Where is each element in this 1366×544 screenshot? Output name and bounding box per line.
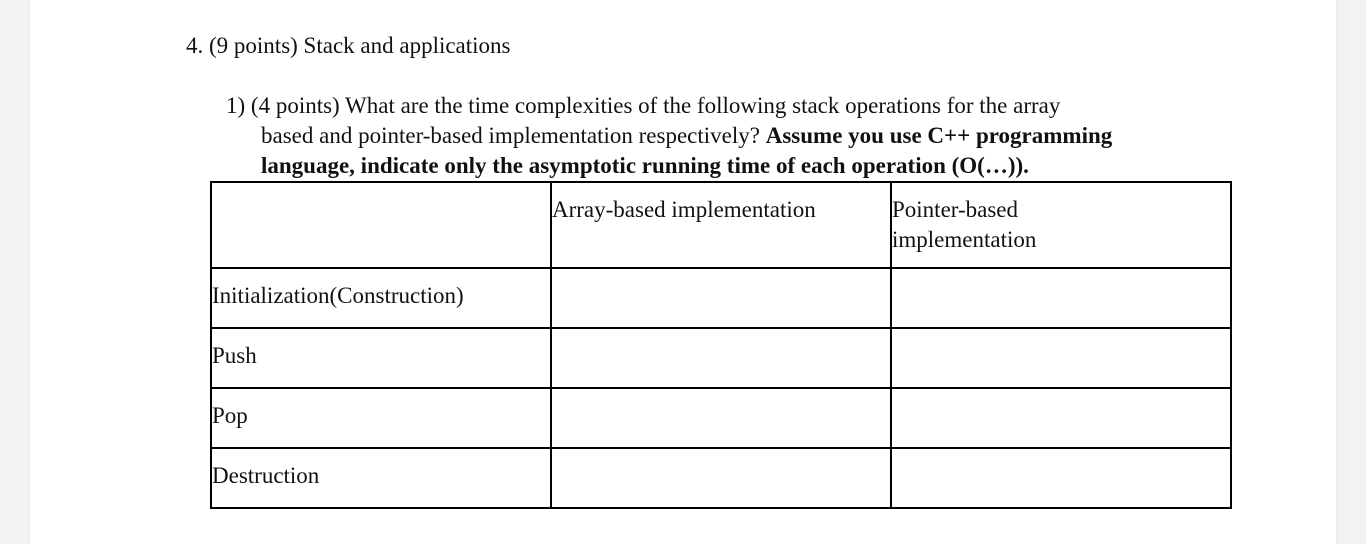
table-row [211,268,1231,328]
subquestion-line-1: 1) (4 points) What are the time complexities of the following stack operations for the array [226,93,1061,118]
subquestion-text [226,91,1226,181]
operation-cell [211,388,551,448]
pointer-answer-cell[interactable] [891,388,1231,448]
complexity-table [210,181,1232,509]
pointer-answer-cell[interactable] [891,328,1231,388]
table-row [211,448,1231,508]
header-cell-empty [211,182,551,268]
operation-cell [211,328,551,388]
table-row [211,388,1231,448]
subquestion-line-2 [226,121,1226,151]
header-cell-array [551,182,891,268]
header-pointer-line-2: implementation [892,227,1037,252]
subquestion-line-2-bold: Assume you use C++ programming [765,123,1113,148]
operation-label: Push [212,343,257,368]
table-header-row [211,182,1231,268]
header-pointer-label [892,183,1230,255]
array-answer-cell[interactable] [551,268,891,328]
subquestion-line-3 [226,151,1226,181]
operation-label: Initialization(Construction) [212,283,464,308]
array-answer-cell[interactable] [551,388,891,448]
subquestion-line-3-bold: language, indicate only the asymptotic running time of each operation (O(…)). [261,153,1029,178]
header-pointer-line-1: Pointer-based [892,197,1019,222]
document-page [30,0,1336,544]
array-answer-cell[interactable] [551,448,891,508]
array-answer-cell[interactable] [551,328,891,388]
pointer-answer-cell[interactable] [891,268,1231,328]
operation-cell [211,268,551,328]
subquestion-line-2-normal: based and pointer-based implementation respectively? [261,123,766,148]
operation-cell [211,448,551,508]
table-row [211,328,1231,388]
question-title: 4. (9 points) Stack and applications [186,33,511,58]
header-cell-pointer [891,182,1231,268]
header-array-label: Array-based implementation [552,197,816,222]
pointer-answer-cell[interactable] [891,448,1231,508]
operation-label: Pop [212,403,248,428]
operation-label: Destruction [212,463,320,488]
